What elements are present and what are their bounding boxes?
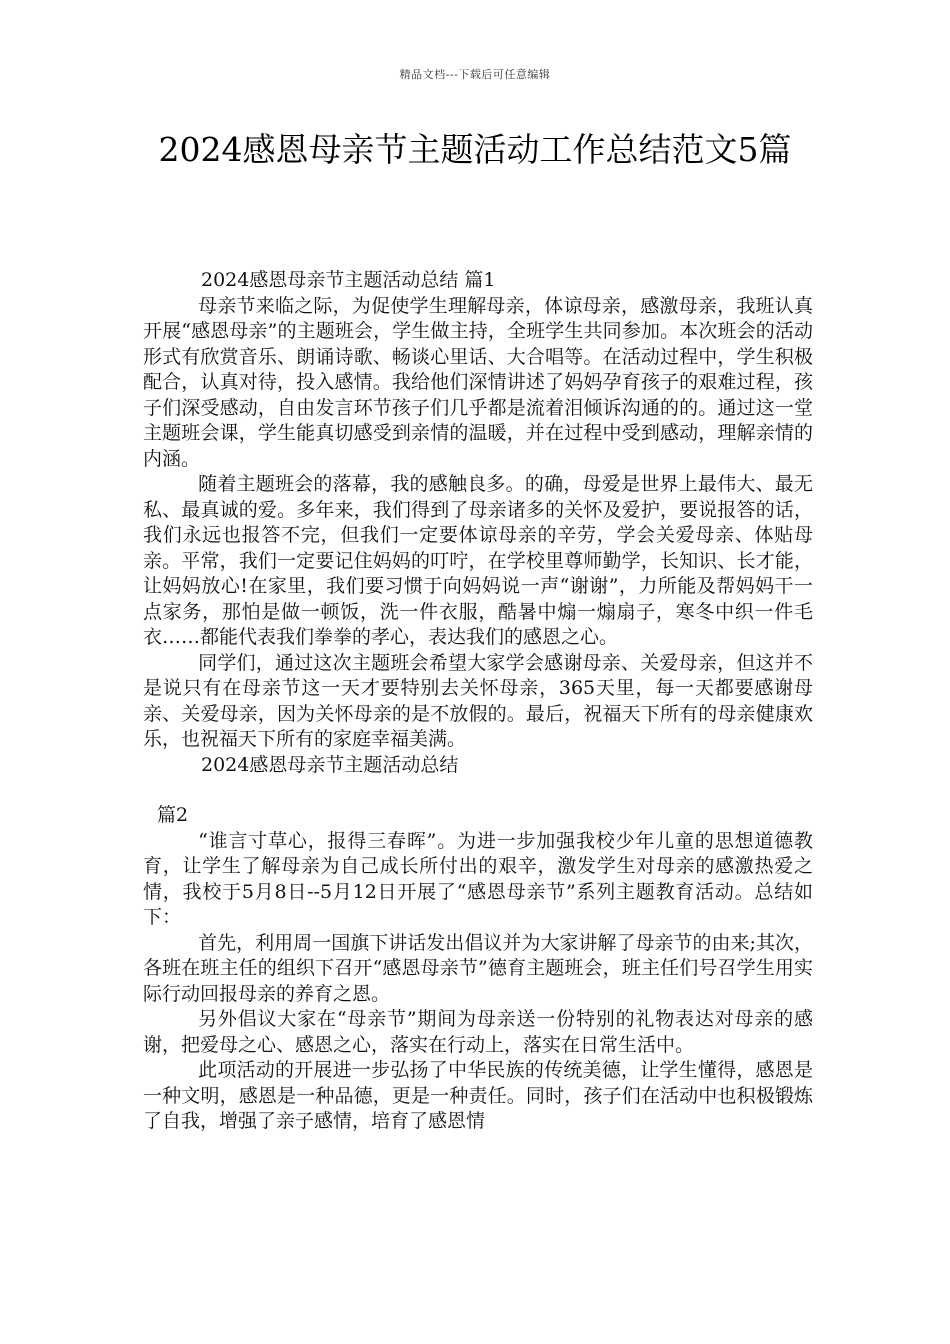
document-title: 2024感恩母亲节主题活动工作总结范文5篇 xyxy=(158,130,792,169)
section-1-paragraph-2: 随着主题班会的落幕，我的感触良多。的确，母爱是世界上最伟大、最无私、最真诚的爱。多年来，我们得到了母亲诸多的关怀及爱护，要说报答的话，我们永远也报答不完，但我们一定要体谅母亲的辛劳，学会关爱母亲、体贴母亲。平常，我们一定要记住妈妈的叮咛，在学校里尊师勤学，长知识、长才能，让妈妈放心!在家里，我们要习惯于向妈妈说一声“谢谢”，力所能及帮妈妈干一点家务，那怕是做一顿饭，洗一件衣服，酷暑中煽一煽扇子，寒冬中织一件毛衣……都能代表我们拳拳的孝心，表达我们的感恩之心。 xyxy=(143,473,813,648)
section-2-paragraph-4: 此项活动的开展进一步弘扬了中华民族的传统美德，让学生懂得，感恩是一种文明，感恩是一种品德，更是一种责任。同时，孩子们在活动中也积极锻炼了自我，增强了亲子感情，培育了感恩情 xyxy=(143,1059,813,1132)
section-2-heading: 2024感恩母亲节主题活动总结 xyxy=(201,753,459,776)
section-2-paragraph-3: 另外倡议大家在“母亲节”期间为母亲送一份特别的礼物表达对母亲的感谢，把爱母之心、感恩之心，落实在行动上，落实在日常生活中。 xyxy=(143,1008,813,1056)
section-1-heading: 2024感恩母亲节主题活动总结 篇1 xyxy=(201,269,496,291)
section-1-paragraph-3: 同学们，通过这次主题班会希望大家学会感谢母亲、关爱母亲，但这并不是说只有在母亲节这一天才要特别去关怀母亲，365天里，每一天都要感谢母亲、关爱母亲，因为关怀母亲的是不放假的。最后，祝福天下所有的母亲健康欢乐，也祝福天下所有的家庭幸福美满。 xyxy=(143,651,813,750)
section-2-paragraph-1: “谁言寸草心，报得三春晖”。为进一步加强我校少年儿童的思想道德教育，让学生了解母亲为自己成长所付出的艰辛，激发学生对母亲的感激热爱之情，我校于5月8日--5月12日开展了“感恩母亲节”系列主题教育活动。总结如下： xyxy=(143,829,813,928)
section-2-paragraph-2: 首先，利用周一国旗下讲话发出倡议并为大家讲解了母亲节的由来;其次，各班在班主任的组织下召开“感恩母亲节”德育主题班会，班主任们号召学生用实际行动回报母亲的养育之恩。 xyxy=(143,931,813,1005)
section-2-label: 篇2 xyxy=(157,804,189,826)
section-1-paragraph-1: 母亲节来临之际，为促使学生理解母亲，体谅母亲，感激母亲，我班认真开展“感恩母亲”的主题班会，学生做主持，全班学生共同参加。本次班会的活动形式有欣赏音乐、朗诵诗歌、畅谈心里话、大合唱等。在活动过程中，学生积极配合，认真对待，投入感情。我给他们深情讲述了妈妈孕育孩子的艰难过程，孩子们深受感动，自由发言环节孩子们几乎都是流着泪倾诉沟通的的。通过这一堂主题班会课，学生能真切感受到亲情的温暖，并在过程中受到感动，理解亲情的内涵。 xyxy=(143,294,813,470)
document-body xyxy=(143,268,813,1135)
header-note: 精品文档---下载后可任意编辑 xyxy=(399,68,551,81)
